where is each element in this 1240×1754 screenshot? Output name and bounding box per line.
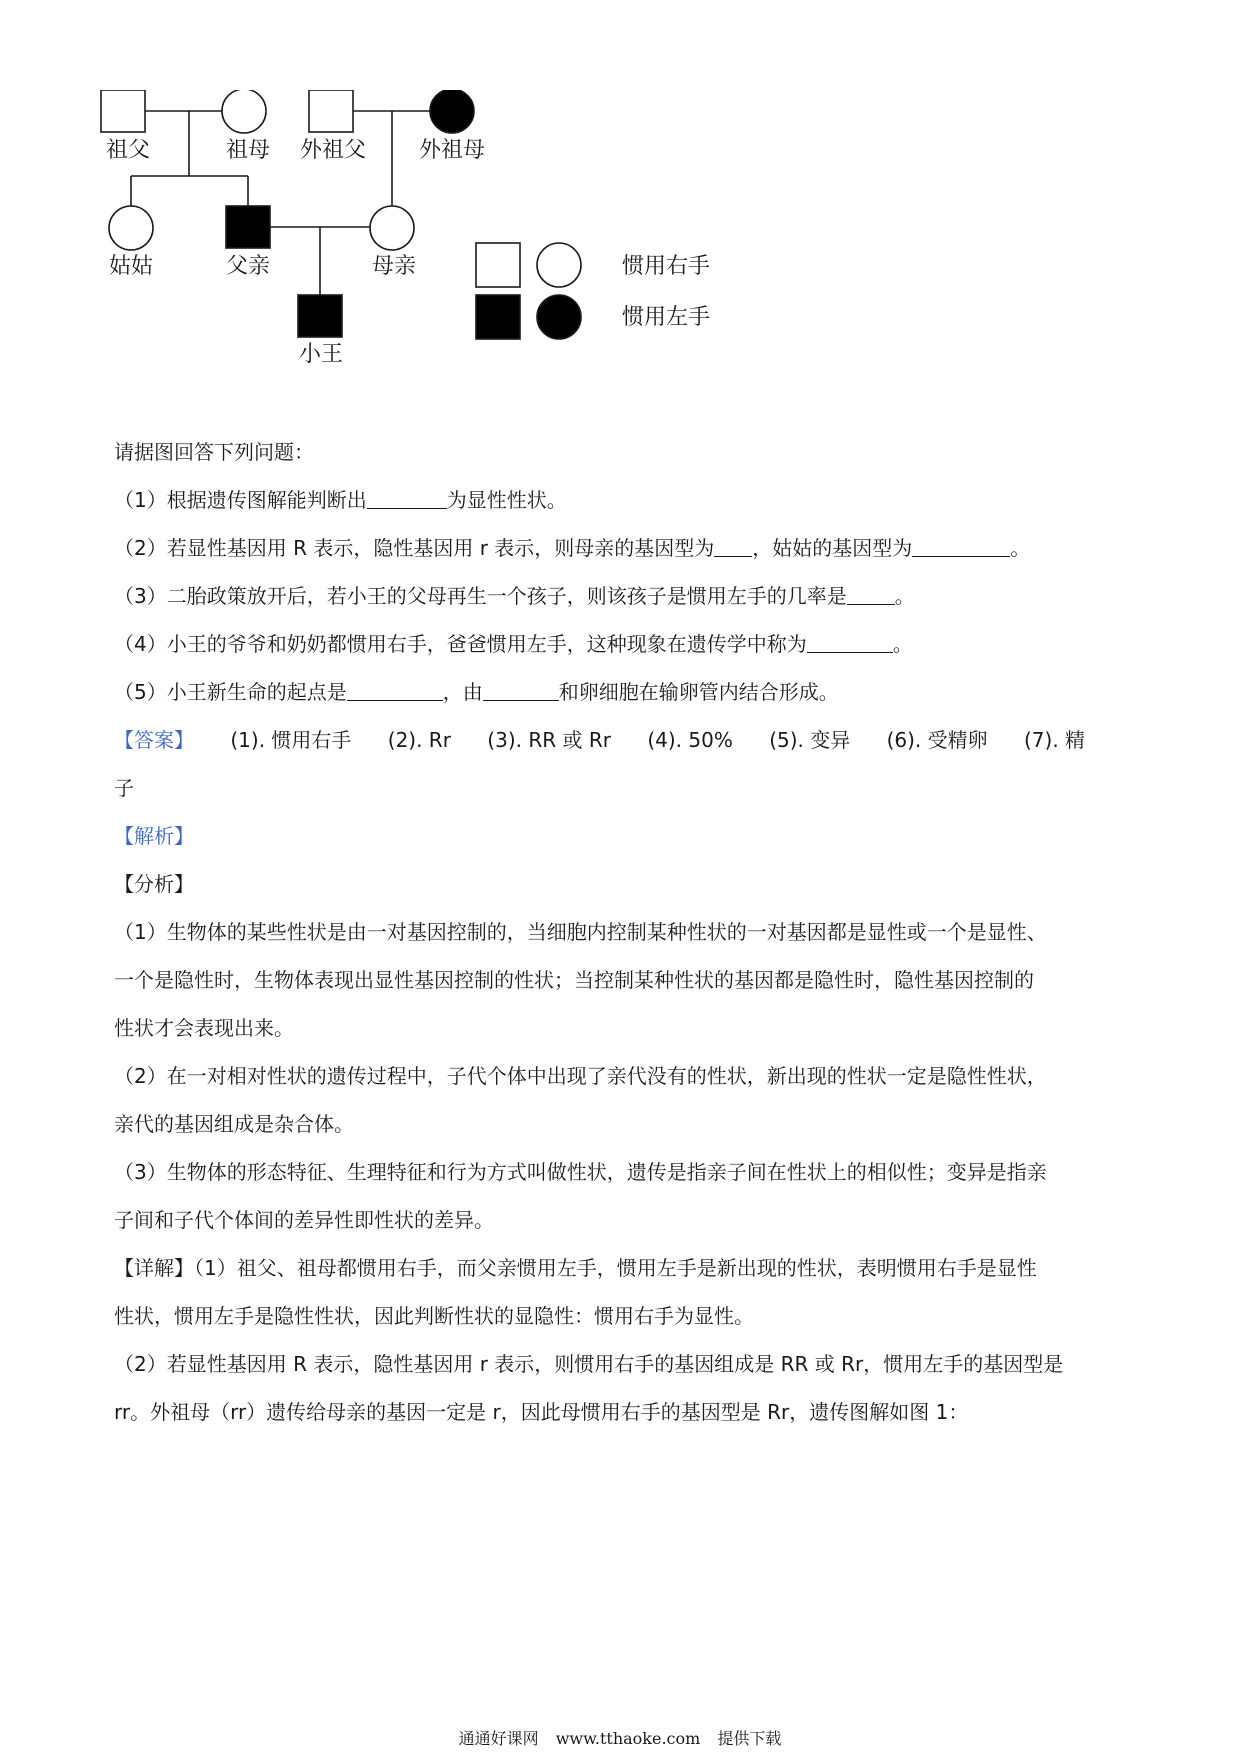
question-5-text-b: ，由 (442, 680, 483, 704)
legend-female-left-symbol (537, 295, 581, 339)
question-2-text-a: （2）若显性基因用 R 表示，隐性基因用 r 表示，则母亲的基因型为 (114, 536, 715, 560)
footer-site: 通通好课网 (458, 1729, 539, 1748)
question-5-text-a: （5）小王新生命的起点是 (114, 680, 347, 704)
question-1 (114, 476, 1134, 524)
answer-item-4: (4). 50% (647, 728, 733, 752)
legend-male-right-symbol (476, 243, 520, 287)
question-5 (114, 668, 1134, 716)
aunt-label: 姑姑 (108, 254, 154, 279)
fenxi-tag: 【分析】 (114, 872, 194, 896)
answer-item-7: (7). 精 (1024, 728, 1086, 752)
maternal-grandmother-symbol (430, 90, 474, 133)
analysis-p3-line2: 子间和子代个体间的差异性即性状的差异。 (114, 1208, 494, 1232)
question-2 (114, 524, 1134, 572)
question-4-text-a: （4）小王的爷爷和奶奶都惯用右手，爸爸惯用左手，这种现象在遗传学中称为 (114, 632, 807, 656)
answer-line (114, 716, 1134, 764)
page-footer (0, 1726, 1240, 1749)
detail-text-1a: （1）祖父、祖母都惯用右手，而父亲惯用左手，惯用左手是新出现的性状，表明惯用右手是显性 (194, 1256, 1037, 1280)
mother-label: 母亲 (371, 254, 417, 279)
maternal-grandfather-symbol (309, 90, 353, 132)
detail-line2: 性状，惯用左手是隐性性状，因此判断性状的显隐性：惯用右手为显性。 (114, 1304, 754, 1328)
intro-text: 请据图回答下列问题： (114, 440, 314, 464)
answer-item-5: (5). 变异 (769, 728, 851, 752)
son-label: 小王 (298, 342, 344, 367)
father-label: 父亲 (225, 254, 271, 279)
analysis-tag: 【解析】 (114, 824, 194, 848)
detail-tag: 【详解】 (114, 1256, 194, 1280)
grandfather-label: 祖父 (105, 138, 151, 163)
answer-wrap: 子 (114, 776, 134, 800)
answer-blank-4 (847, 582, 895, 605)
answer-blank-1 (367, 486, 447, 509)
detail-line4: rr。外祖母（rr）遗传给母亲的基因一定是 r，因此母惯用右手的基因型是 Rr，遗传图解如图 1： (114, 1400, 969, 1424)
answer-blank-2 (714, 534, 752, 557)
answer-item-1: (1). 惯用右手 (230, 728, 352, 752)
question-2-text-b: ，姑姑的基因型为 (752, 536, 913, 560)
question-1-text-a: （1）根据遗传图解能判断出 (114, 488, 367, 512)
question-3 (114, 572, 1134, 620)
footer-note: 提供下载 (717, 1729, 782, 1748)
maternal-grandmother-label: 外祖母 (418, 138, 486, 163)
legend (476, 243, 710, 339)
question-4-text-b: 。 (892, 632, 913, 656)
detail-line1 (114, 1244, 1134, 1292)
question-5-text-c: 和卵细胞在输卵管内结合形成。 (558, 680, 839, 704)
answer-item-6: (6). 受精卵 (886, 728, 988, 752)
analysis-p2-line2: 亲代的基因组成是杂合体。 (114, 1112, 354, 1136)
answer-item-3: (3). RR 或 Rr (487, 728, 611, 752)
footer-url[interactable]: www.tthaoke.com (555, 1729, 701, 1748)
grandmother-label: 祖母 (225, 138, 271, 163)
analysis-p2-line1: （2）在一对相对性状的遗传过程中，子代个体中出现了亲代没有的性状，新出现的性状一定是隐性性状， (114, 1064, 1047, 1088)
analysis-p1-line1: （1）生物体的某些性状是由一对基因控制的，当细胞内控制某种性状的一对基因都是显性或一个是显性、 (114, 920, 1047, 944)
document-body (114, 428, 1134, 1436)
question-4 (114, 620, 1134, 668)
analysis-p3-line1: （3）生物体的形态特征、生理特征和行为方式叫做性状，遗传是指亲子间在性状上的相似性；变异是指亲 (114, 1160, 1047, 1184)
son-symbol (298, 295, 342, 337)
answer-blank-3 (912, 534, 1010, 557)
question-2-text-c: 。 (1010, 536, 1031, 560)
answer-item-2: (2). Rr (387, 728, 451, 752)
analysis-p1-line3: 性状才会表现出来。 (114, 1016, 294, 1040)
grandmother-symbol (222, 90, 266, 133)
legend-female-right-symbol (537, 243, 581, 287)
answer-blank-7 (483, 678, 559, 701)
father-symbol (226, 206, 270, 248)
answer-blank-5 (807, 630, 893, 653)
grandfather-symbol (101, 90, 145, 132)
answer-blank-6 (347, 678, 443, 701)
mother-symbol (370, 206, 414, 250)
analysis-p1-line2: 一个是隐性时，生物体表现出显性基因控制的性状；当控制某种性状的基因都是隐性时，隐性基因控制的 (114, 968, 1034, 992)
aunt-symbol (109, 206, 153, 250)
legend-left-handed-label: 惯用左手 (622, 305, 711, 330)
question-1-text-b: 为显性性状。 (446, 488, 567, 512)
detail-line3: （2）若显性基因用 R 表示，隐性基因用 r 表示，则惯用右手的基因组成是 RR 或 Rr，惯用左手的基因型是 (114, 1352, 1064, 1376)
legend-male-left-symbol (476, 295, 520, 339)
pedigree-chart (100, 90, 820, 420)
question-3-text-a: （3）二胎政策放开后，若小王的父母再生一个孩子，则该孩子是惯用左手的几率是 (114, 584, 847, 608)
question-3-text-b: 。 (894, 584, 915, 608)
answer-tag: 【答案】 (114, 728, 194, 752)
legend-right-handed-label: 惯用右手 (622, 254, 711, 279)
maternal-grandfather-label: 外祖父 (299, 138, 367, 163)
